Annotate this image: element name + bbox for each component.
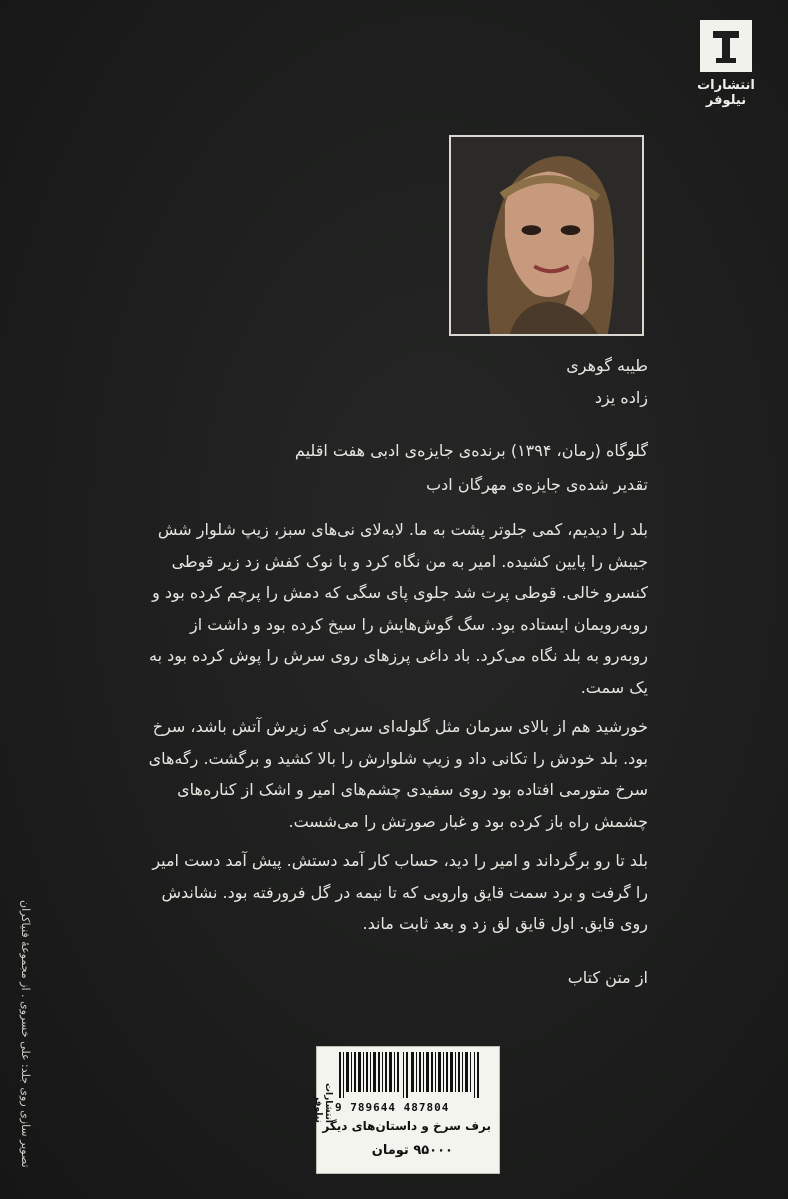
sticker-publisher: انتشارات نیلوفر [313,1083,333,1123]
excerpt-paragraph: بلد را دیدیم، کمی جلوتر پشت به ما. لابه‌لای نی‌های سبز، زیپ شلوار شش جیبش را پایین کشیده. امیر به من نگاه کرد و با نوک کفش زد زیر قوطی کنسرو خالی. قوطی پرت شد جلوی پای سگی که دمش را پرچم کرده بود و روبه‌رویمان ایستاده بود. سگ گوش‌هایش را سیخ کرده بود و داشت از روبه‌رو به بلد نگاه می‌کرد. باد داغی پرزهای روی سرش را پوش کرده بود به یک سمت. [149,520,648,697]
publisher-name: انتشارات نیلوفر [697,78,755,108]
author-birthplace: زاده یزد [594,388,648,407]
barcode-sticker [313,1046,500,1174]
excerpt-paragraph: خورشید هم از بالای سرمان مثل گلوله‌ای سربی که زیرش آتش باشد، سرخ بود. بلد خودش را تکانی داد و زیپ شلوارش را بالا کشید و برگشت. رگه‌های سرخ متورمی افتاده بود روی سفیدی چشم‌های امیر و اشک از کناره‌های چشمش راه باز کرده بود و غبار صورتش را می‌شست. [148,717,648,831]
publisher-logo [681,20,771,108]
award-line: تقدیر شده‌ی جایزه‌ی مهرگان ادب [426,475,648,494]
excerpt-paragraph: بلد تا رو برگرداند و امیر را دید، حساب کار آمد دستش. پیش آمد دست امیر را گرفت و برد سمت قایق وارویی که تا نیمه در گل فرورفته بود. نشاندش روی قایق. اول قایق لق زد و بعد ثابت ماند. [152,851,648,933]
award-line: گلوگاه (رمان، ۱۳۹۴) برنده‌ی جایزه‌ی ادبی هفت اقلیم [294,441,648,460]
author-photo [449,135,644,336]
author-name: طیبه گوهری [566,356,648,375]
sticker-price: ۹۵۰۰۰ تومان [371,1143,453,1158]
book-excerpt [148,514,648,948]
barcode-icon [339,1052,479,1098]
sticker-book-title: برف سرخ و داستان‌های دیگر [322,1119,491,1133]
niloofar-logo-icon [700,20,752,72]
excerpt-source: از متن کتاب [567,968,648,987]
author-portrait-illustration [451,137,642,334]
isbn-number: 9 789644 487804 [335,1101,450,1114]
cover-illustration-credit: تصویر سازی روی جلد: علی خسروی . از مجموعهٔ فنیاکران [19,900,32,1168]
